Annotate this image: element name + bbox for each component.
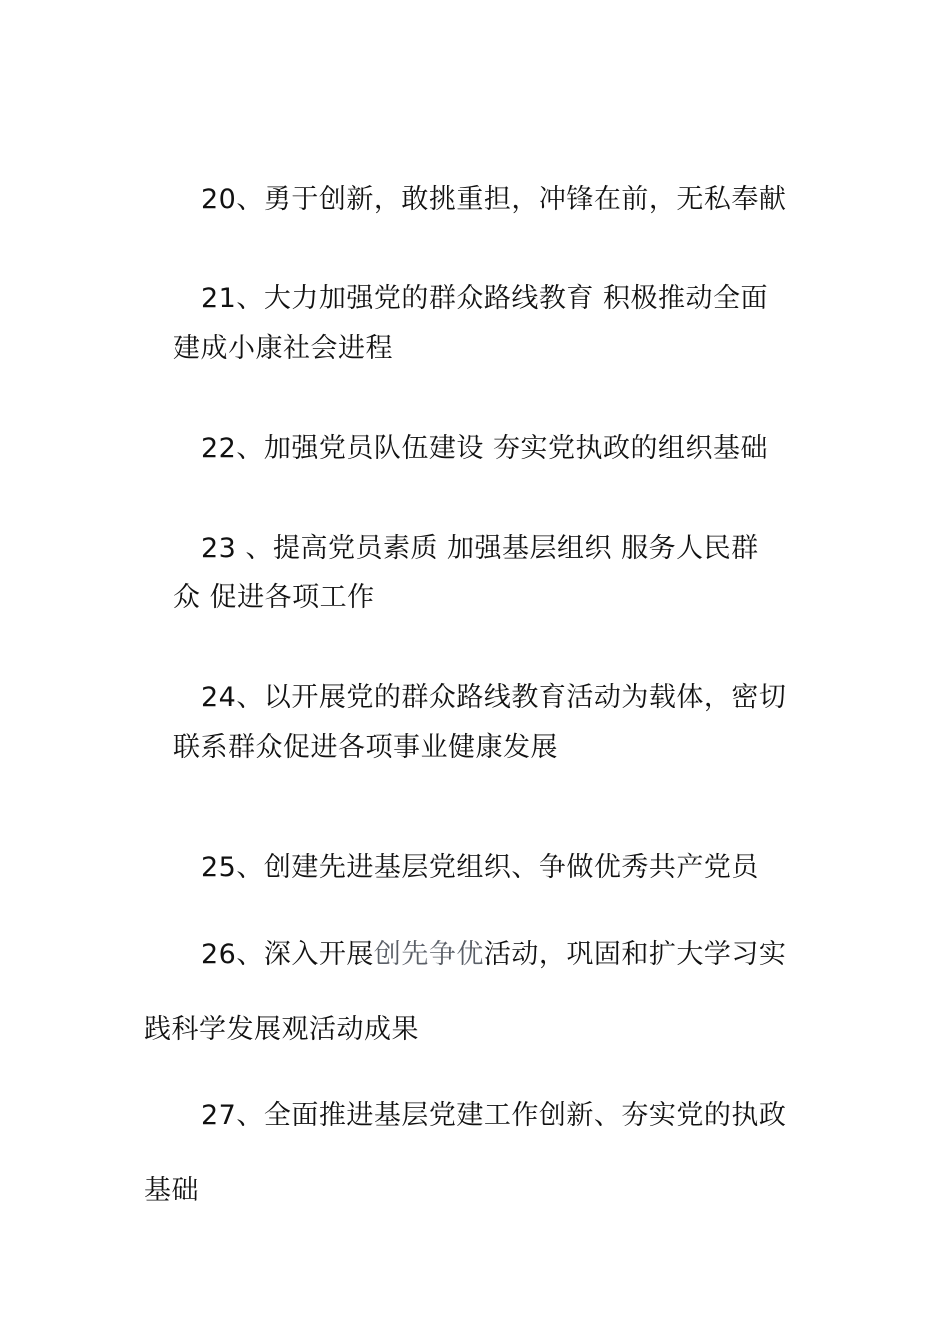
item-27-line2: 基础 (144, 1175, 199, 1206)
item-26-highlight-link[interactable]: 创先争优 (373, 939, 484, 970)
item-21-line2: 建成小康社会进程 (173, 333, 393, 364)
item-26-line1 (201, 937, 786, 973)
item-24-line2: 联系群众促进各项事业健康发展 (173, 732, 558, 763)
item-23-line2: 众 促进各项工作 (173, 582, 375, 613)
item-25-line1: 25、创建先进基层党组织、争做优秀共产党员 (201, 852, 759, 883)
item-21-line1: 21、大力加强党的群众路线教育 积极推动全面 (201, 283, 768, 314)
item-26-text-pre: 26、深入开展 (201, 939, 374, 970)
item-26-text-post: 活动，巩固和扩大学习实 (483, 939, 787, 970)
item-26-line2: 践科学发展观活动成果 (144, 1014, 419, 1045)
item-23-line1: 23 、提高党员素质 加强基层组织 服务人民群 (201, 533, 759, 564)
item-20-line1: 20、勇于创新，敢挑重担，冲锋在前，无私奉献 (201, 184, 787, 215)
item-24-line1: 24、以开展党的群众路线教育活动为载体，密切 (201, 682, 787, 713)
item-22-line1: 22、加强党员队伍建设 夯实党执政的组织基础 (201, 433, 768, 464)
item-27-line1: 27、全面推进基层党建工作创新、夯实党的执政 (201, 1100, 787, 1131)
